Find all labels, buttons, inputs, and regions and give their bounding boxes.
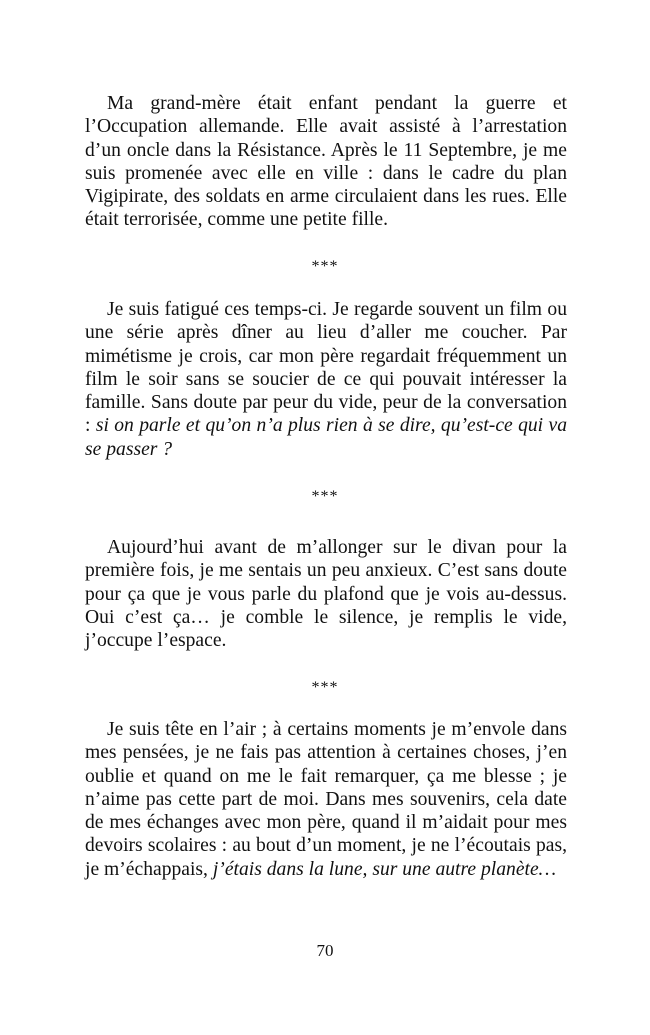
- italic-quote: j’étais dans la lune, sur une autre planète…: [212, 858, 557, 880]
- section-separator: ***: [311, 258, 339, 275]
- paragraph-text-span: Aujourd’hui avant de m’allonger sur le divan pour la première fois, je me sentais un peu anxieux. C’est sans doute pour ça que je vous parle du plafond que je vois au-dessus. Oui c’est ça… je comble le silence, je remplis le vide, j’occupe l’espace.: [85, 537, 567, 652]
- page-number: 70: [316, 941, 334, 960]
- paragraph-tete-en-lair: [85, 718, 567, 881]
- paragraph-fatigue: [85, 298, 567, 461]
- paragraph-grandmother: [85, 92, 567, 232]
- paragraph-text: [85, 92, 567, 232]
- section-separator: ***: [311, 488, 339, 505]
- paragraph-text: [85, 536, 567, 652]
- paragraph-text-span: Ma grand-mère était enfant pendant la guerre et l’Occupation allemande. Elle avait assisté à l’arrestation d’un oncle dans la Résistance. Après le 11 Septembre, je me suis promenée avec elle en ville : dans le cadre du plan Vigipirate, des soldats en arme circulaient dans les rues. Elle était terrorisée, comme une petite fille.: [85, 93, 567, 231]
- paragraph-text-span: Je suis tête en l’air ; à certains moments je m’envole dans mes pensées, je ne fais pas attention à certaines choses, j’en oublie et quand on me le fait remarquer, ça me blesse ; je n’aime pas cette part de moi. Dans mes souvenirs, cela date de mes échanges avec mon père, quand il m’aidait pour mes devoirs scolaires : au bout d’un moment, je ne l’écoutais pas, je m’échappais,: [85, 719, 567, 880]
- paragraph-text: [85, 298, 567, 461]
- italic-quote: si on parle et qu’on n’a plus rien à se dire, qu’est-ce qui va se passer ?: [85, 415, 567, 460]
- section-separator: ***: [311, 679, 339, 696]
- paragraph-divan: [85, 536, 567, 652]
- paragraph-text-span: Je suis fatigué ces temps-ci. Je regarde souvent un film ou une série après dîner au lieu d’aller me coucher. Par mimétisme je crois, car mon père regardait fréquemment un film le soir sans se soucier de ce qui pouvait intéresser la famille. Sans doute par peur du vide, peur de la conversation :: [85, 299, 567, 437]
- paragraph-text: [85, 718, 567, 881]
